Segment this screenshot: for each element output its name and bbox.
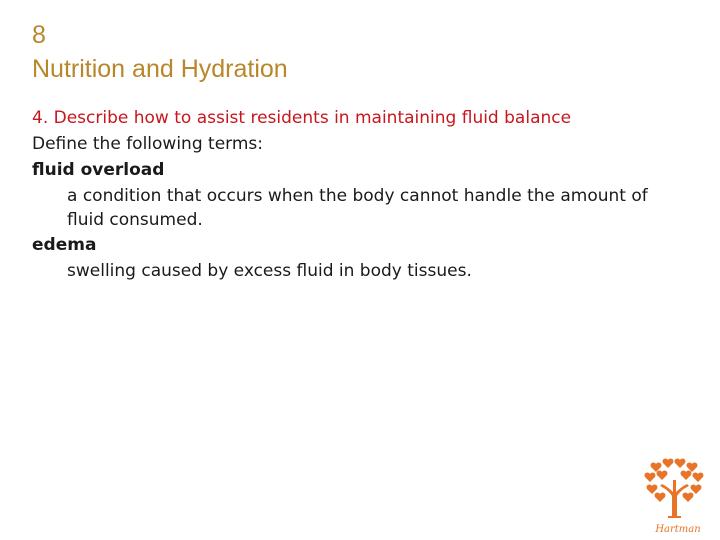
hartman-logo [638,456,718,538]
slide-body [32,105,682,283]
logo-wordmark: Hartman [655,524,701,535]
term-fluid-overload: fluid overload [32,160,165,180]
intro-text: Define the following terms: [32,134,263,154]
chapter-title: Nutrition and Hydration [32,55,288,83]
definition-edema: swelling caused by excess fluid in body tissues. [67,261,472,281]
learning-objective: 4. Describe how to assist residents in maintaining fluid balance [32,108,572,128]
slide-title [32,18,288,86]
term-edema: edema [32,235,97,255]
chapter-number: 8 [32,21,46,49]
tree-of-hearts-icon [638,456,718,538]
definition-fluid-overload: a condition that occurs when the body cannot handle the amount of fluid consumed. [67,186,648,230]
